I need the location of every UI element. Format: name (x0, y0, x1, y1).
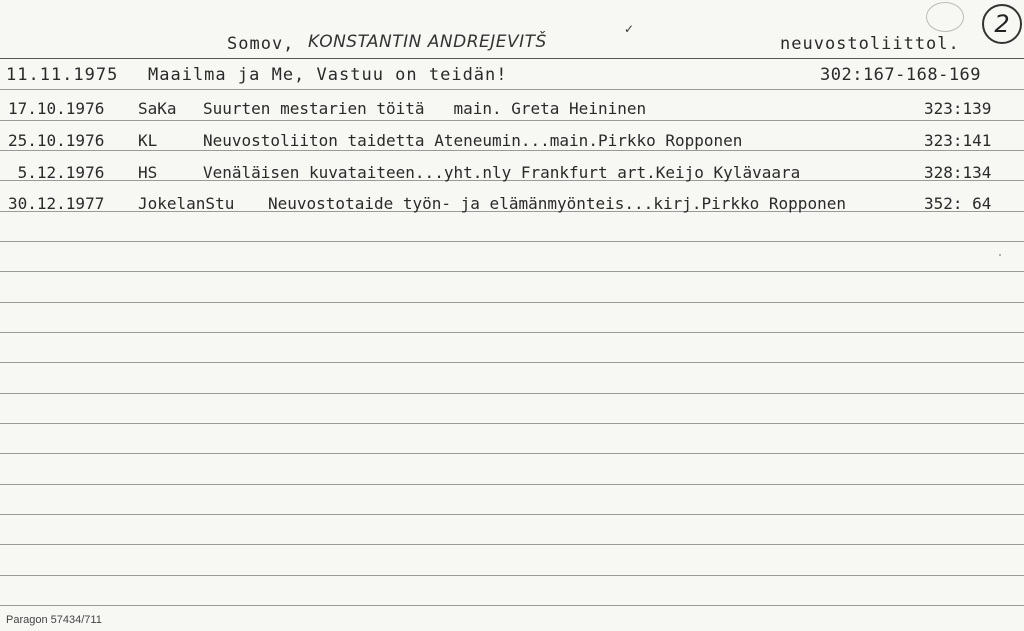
circled-number: 2 (982, 4, 1022, 44)
entry-ref: 328:134 (924, 163, 992, 182)
rule-line (0, 484, 1024, 485)
rule-line (0, 423, 1024, 424)
surname: Somov, (227, 34, 295, 54)
faint-circle-mark (926, 2, 964, 32)
rule-line (0, 58, 1024, 59)
check-mark-icon: ✓ (624, 22, 635, 36)
first-entry-date: 11.11.1975 (6, 65, 119, 85)
rule-line (0, 544, 1024, 545)
entry-ref: 323:139 (924, 99, 992, 118)
entry-date: 17.10.1976 (8, 99, 105, 118)
rule-line (0, 271, 1024, 272)
entry-ref: 352: 64 (924, 194, 992, 213)
entry-source: HS (138, 163, 158, 182)
entry-text: Neuvostotaide työn- ja elämänmyönteis...kirj.Pirkko Ropponen (268, 194, 846, 213)
entry-source: KL (138, 131, 158, 150)
entry-date: 30.12.1977 (8, 194, 105, 213)
rule-line (0, 332, 1024, 333)
given-name-handwritten: KONSTANTIN ANDREJEVITŠ (308, 32, 547, 52)
rule-line (0, 302, 1024, 303)
rule-line (0, 362, 1024, 363)
rule-line (0, 120, 1024, 121)
footer-print-code: Paragon 57434/711 (6, 614, 102, 626)
entry-date: 25.10.1976 (8, 131, 105, 150)
entry-source: JokelanStu (138, 194, 235, 213)
rule-line (0, 605, 1024, 606)
first-entry-text: Maailma ja Me, Vastuu on teidän! (148, 65, 508, 85)
entry-ref: 323:141 (924, 131, 992, 150)
entry-text: Neuvostoliiton taidetta Ateneumin...main.Pirkko Ropponen (203, 131, 743, 150)
rule-line (0, 575, 1024, 576)
rule-line (0, 514, 1024, 515)
entry-date: 5.12.1976 (8, 163, 105, 182)
stray-dot (999, 254, 1001, 256)
entry-source: SaKa (138, 99, 177, 118)
first-entry-ref: 302:167-168-169 (820, 65, 982, 85)
rule-line (0, 89, 1024, 90)
rule-line (0, 453, 1024, 454)
rule-line (0, 393, 1024, 394)
rule-line (0, 241, 1024, 242)
entry-text: Venäläisen kuvataiteen...yht.nly Frankfurt art.Keijo Kylävaara (203, 163, 801, 182)
entry-text: Suurten mestarien töitä main. Greta Heininen (203, 99, 647, 118)
category: neuvostoliittol. (780, 34, 960, 54)
